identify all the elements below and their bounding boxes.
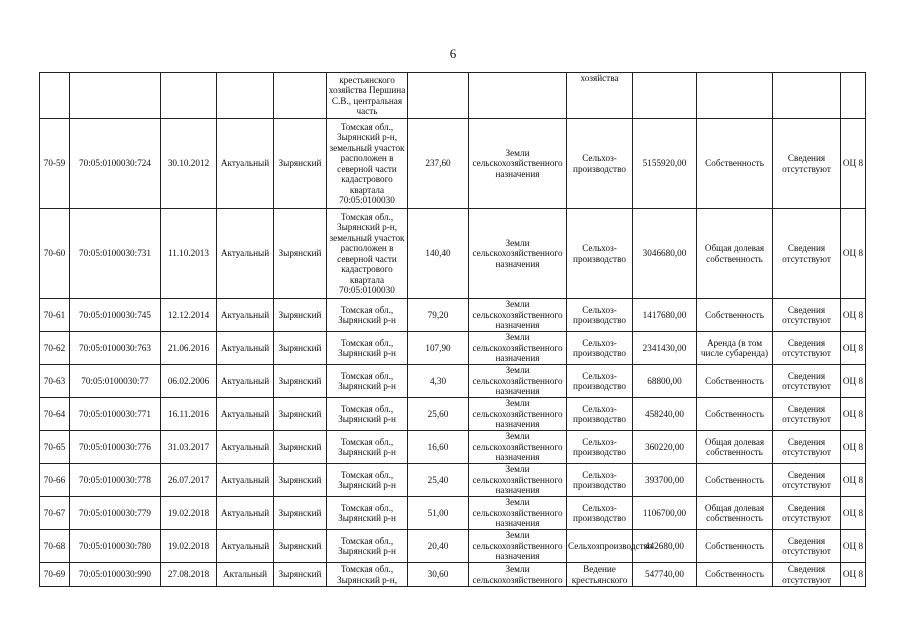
cell-address: Томская обл., Зырянский р-н, земельный участок расположен в северной части кадастрового квартала 70:05:0100030 (327, 119, 408, 209)
cell-right: Собственность (697, 398, 773, 431)
cell-num: 70-62 (40, 332, 70, 365)
cell-encumbrance: Сведения отсутствуют (773, 464, 841, 497)
cell-encumbrance: Сведения отсутствуют (773, 530, 841, 563)
cell-area (408, 73, 469, 119)
cell-code (841, 73, 866, 119)
cell-date: 21.06.2016 (161, 332, 217, 365)
cell-district: Зырянский (274, 530, 327, 563)
cell-address: Томская обл., Зырянский р-н, земельный участок расположен в северной части кадастрового квартала 70:05:0100030 (327, 209, 408, 299)
cell-category: Земли сельскохозяйственного назначения (469, 464, 567, 497)
cell-right: Общая долевая собственность (697, 431, 773, 464)
cell-right: Собственность (697, 530, 773, 563)
cell-code: ОЦ 8 (841, 431, 866, 464)
cell-address: Томская обл., Зырянский р-н (327, 464, 408, 497)
cell-num: 70-69 (40, 563, 70, 587)
table-body (40, 73, 866, 587)
cell-district: Зырянский (274, 431, 327, 464)
cell-category (469, 73, 567, 119)
cell-status: Актуальный (217, 209, 274, 299)
cell-district: Зырянский (274, 209, 327, 299)
cell-cadastral: 70:05:0100030:763 (70, 332, 161, 365)
cell-area: 20,40 (408, 530, 469, 563)
cell-encumbrance: Сведения отсутствуют (773, 209, 841, 299)
cell-right: Собственность (697, 299, 773, 332)
cell-category: Земли сельскохозяйственного назначения (469, 332, 567, 365)
cell-cadastral: 70:05:0100030:77 (70, 365, 161, 398)
cell-date: 06.02.2006 (161, 365, 217, 398)
cell-value: 360220,00 (633, 431, 697, 464)
cell-code: ОЦ 8 (841, 209, 866, 299)
table-row (40, 497, 866, 530)
cell-status: Актуальный (217, 530, 274, 563)
cell-address: крестьянского хозяйства Першина С.В., центральная часть (327, 73, 408, 119)
cell-status: Актуальный (217, 332, 274, 365)
cell-address: Томская обл., Зырянский р-н (327, 332, 408, 365)
cell-usage: хозяйства (567, 73, 633, 119)
cell-encumbrance: Сведения отсутствуют (773, 563, 841, 587)
cell-value: 547740,00 (633, 563, 697, 587)
cell-date: 19.02.2018 (161, 530, 217, 563)
cell-category: Земли сельскохозяйственного назначения (469, 299, 567, 332)
cell-category: Земли сельскохозяйственного назначения (469, 209, 567, 299)
cell-status: Актуальный (217, 464, 274, 497)
cell-district: Зырянский (274, 365, 327, 398)
cell-cadastral: 70:05:0100030:776 (70, 431, 161, 464)
cell-date: 19.02.2018 (161, 497, 217, 530)
table-row-continuation (40, 73, 866, 119)
cell-address: Томская обл., Зырянский р-н (327, 365, 408, 398)
cell-code: ОЦ 8 (841, 530, 866, 563)
cell-right (697, 73, 773, 119)
cell-category: Земли сельскохозяйственного (469, 563, 567, 587)
cell-address: Томская обл., Зырянский р-н (327, 299, 408, 332)
cell-usage: Сельхоз-производство (567, 431, 633, 464)
cell-encumbrance: Сведения отсутствуют (773, 431, 841, 464)
cell-area: 237,60 (408, 119, 469, 209)
page-number: 6 (449, 46, 457, 61)
cell-cadastral: 70:05:0100030:731 (70, 209, 161, 299)
cell-area: 4,30 (408, 365, 469, 398)
cell-num: 70-64 (40, 398, 70, 431)
cell-date: 16.11.2016 (161, 398, 217, 431)
cell-value: 393700,00 (633, 464, 697, 497)
cell-code: ОЦ 8 (841, 398, 866, 431)
cell-code: ОЦ 8 (841, 119, 866, 209)
cell-category: Земли сельскохозяйственного назначения (469, 398, 567, 431)
cell-encumbrance: Сведения отсутствуют (773, 332, 841, 365)
cell-encumbrance (773, 73, 841, 119)
cell-cadastral: 70:05:0100030:771 (70, 398, 161, 431)
cell-category: Земли сельскохозяйственного назначения (469, 119, 567, 209)
cell-status: Актуальный (217, 398, 274, 431)
cell-usage: Сельхоз-производство (567, 209, 633, 299)
cell-usage: Сельхоз-производство (567, 332, 633, 365)
cell-usage: Сельхоз-производство (567, 464, 633, 497)
cell-category: Земли сельскохозяйственного назначения (469, 530, 567, 563)
cell-value: 1106700,00 (633, 497, 697, 530)
cell-address: Томская обл., Зырянский р-н (327, 398, 408, 431)
cell-right: Аренда (в том числе субаренда) (697, 332, 773, 365)
cell-usage: Сельхоз-производство (567, 497, 633, 530)
cell-area: 16,60 (408, 431, 469, 464)
cell-address: Томская обл., Зырянский р-н (327, 530, 408, 563)
cell-usage: Сельхозпроизводство (567, 530, 633, 563)
cell-category: Земли сельскохозяйственного назначения (469, 497, 567, 530)
cell-code: ОЦ 8 (841, 332, 866, 365)
cell-address: Томская обл., Зырянский р-н, (327, 563, 408, 587)
table-row (40, 365, 866, 398)
cell-encumbrance: Сведения отсутствуют (773, 398, 841, 431)
table-row (40, 119, 866, 209)
cell-value: 442680,00 (633, 530, 697, 563)
cell-num: 70-66 (40, 464, 70, 497)
cell-cadastral: 70:05:0100030:724 (70, 119, 161, 209)
cell-usage: Сельхоз-производство (567, 365, 633, 398)
cell-value: 3046680,00 (633, 209, 697, 299)
cell-address: Томская обл., Зырянский р-н (327, 497, 408, 530)
cell-district: Зырянский (274, 398, 327, 431)
table-row (40, 464, 866, 497)
cell-area: 30,60 (408, 563, 469, 587)
cell-code: ОЦ 8 (841, 497, 866, 530)
cell-usage: Сельхоз-производство (567, 398, 633, 431)
cell-area: 51,00 (408, 497, 469, 530)
cell-address: Томская обл., Зырянский р-н (327, 431, 408, 464)
cell-code: ОЦ 8 (841, 563, 866, 587)
cell-num (40, 73, 70, 119)
cell-right: Общая долевая собственность (697, 209, 773, 299)
cell-date: 31.03.2017 (161, 431, 217, 464)
cell-status: Актуальный (217, 431, 274, 464)
cell-date: 27.08.2018 (161, 563, 217, 587)
cell-area: 107,90 (408, 332, 469, 365)
cell-num: 70-65 (40, 431, 70, 464)
cell-num: 70-67 (40, 497, 70, 530)
cell-value: 5155920,00 (633, 119, 697, 209)
cell-usage: Сельхоз-производство (567, 299, 633, 332)
cell-area: 25,60 (408, 398, 469, 431)
cell-num: 70-63 (40, 365, 70, 398)
cell-status: Актуальный (217, 365, 274, 398)
cell-district (274, 73, 327, 119)
cell-right: Общая долевая собственность (697, 497, 773, 530)
cell-cadastral: 70:05:0100030:990 (70, 563, 161, 587)
cell-status (217, 73, 274, 119)
cell-date: 11.10.2013 (161, 209, 217, 299)
cell-status: Актальный (217, 563, 274, 587)
cell-cadastral: 70:05:0100030:779 (70, 497, 161, 530)
cell-usage: Сельхоз-производство (567, 119, 633, 209)
table-row (40, 530, 866, 563)
cell-usage: Ведение крестьянского (567, 563, 633, 587)
cell-value (633, 73, 697, 119)
cell-right: Собственность (697, 365, 773, 398)
cell-status: Актуальный (217, 119, 274, 209)
cell-num: 70-68 (40, 530, 70, 563)
cell-date: 12.12.2014 (161, 299, 217, 332)
cell-area: 79,20 (408, 299, 469, 332)
cell-category: Земли сельскохозяйственного назначения (469, 431, 567, 464)
cell-code: ОЦ 8 (841, 365, 866, 398)
cell-area: 25,40 (408, 464, 469, 497)
cell-value: 1417680,00 (633, 299, 697, 332)
cell-right: Собственность (697, 119, 773, 209)
cell-encumbrance: Сведения отсутствуют (773, 119, 841, 209)
cell-cadastral: 70:05:0100030:745 (70, 299, 161, 332)
cell-right: Собственность (697, 464, 773, 497)
table-row (40, 332, 866, 365)
cell-district: Зырянский (274, 119, 327, 209)
cell-area: 140,40 (408, 209, 469, 299)
cell-value: 458240,00 (633, 398, 697, 431)
cell-date: 30.10.2012 (161, 119, 217, 209)
cell-district: Зырянский (274, 332, 327, 365)
land-registry-table (39, 72, 866, 587)
table-row (40, 563, 866, 587)
cell-date: 26.07.2017 (161, 464, 217, 497)
cell-cadastral: 70:05:0100030:778 (70, 464, 161, 497)
cell-encumbrance: Сведения отсутствуют (773, 497, 841, 530)
cell-date (161, 73, 217, 119)
cell-encumbrance: Сведения отсутствуют (773, 365, 841, 398)
cell-value: 2341430,00 (633, 332, 697, 365)
cell-district: Зырянский (274, 497, 327, 530)
cell-code: ОЦ 8 (841, 299, 866, 332)
cell-value: 68800,00 (633, 365, 697, 398)
cell-encumbrance: Сведения отсутствуют (773, 299, 841, 332)
table-row (40, 299, 866, 332)
cell-district: Зырянский (274, 464, 327, 497)
cell-status: Актуальный (217, 299, 274, 332)
cell-num: 70-61 (40, 299, 70, 332)
cell-district: Зырянский (274, 563, 327, 587)
table-row (40, 398, 866, 431)
cell-cadastral (70, 73, 161, 119)
cell-num: 70-60 (40, 209, 70, 299)
cell-right: Собственность (697, 563, 773, 587)
cell-code: ОЦ 8 (841, 464, 866, 497)
cell-num: 70-59 (40, 119, 70, 209)
cell-status: Актуальный (217, 497, 274, 530)
cell-cadastral: 70:05:0100030:780 (70, 530, 161, 563)
table-row (40, 209, 866, 299)
cell-category: Земли сельскохозяйственного назначения (469, 365, 567, 398)
cell-district: Зырянский (274, 299, 327, 332)
table-row (40, 431, 866, 464)
